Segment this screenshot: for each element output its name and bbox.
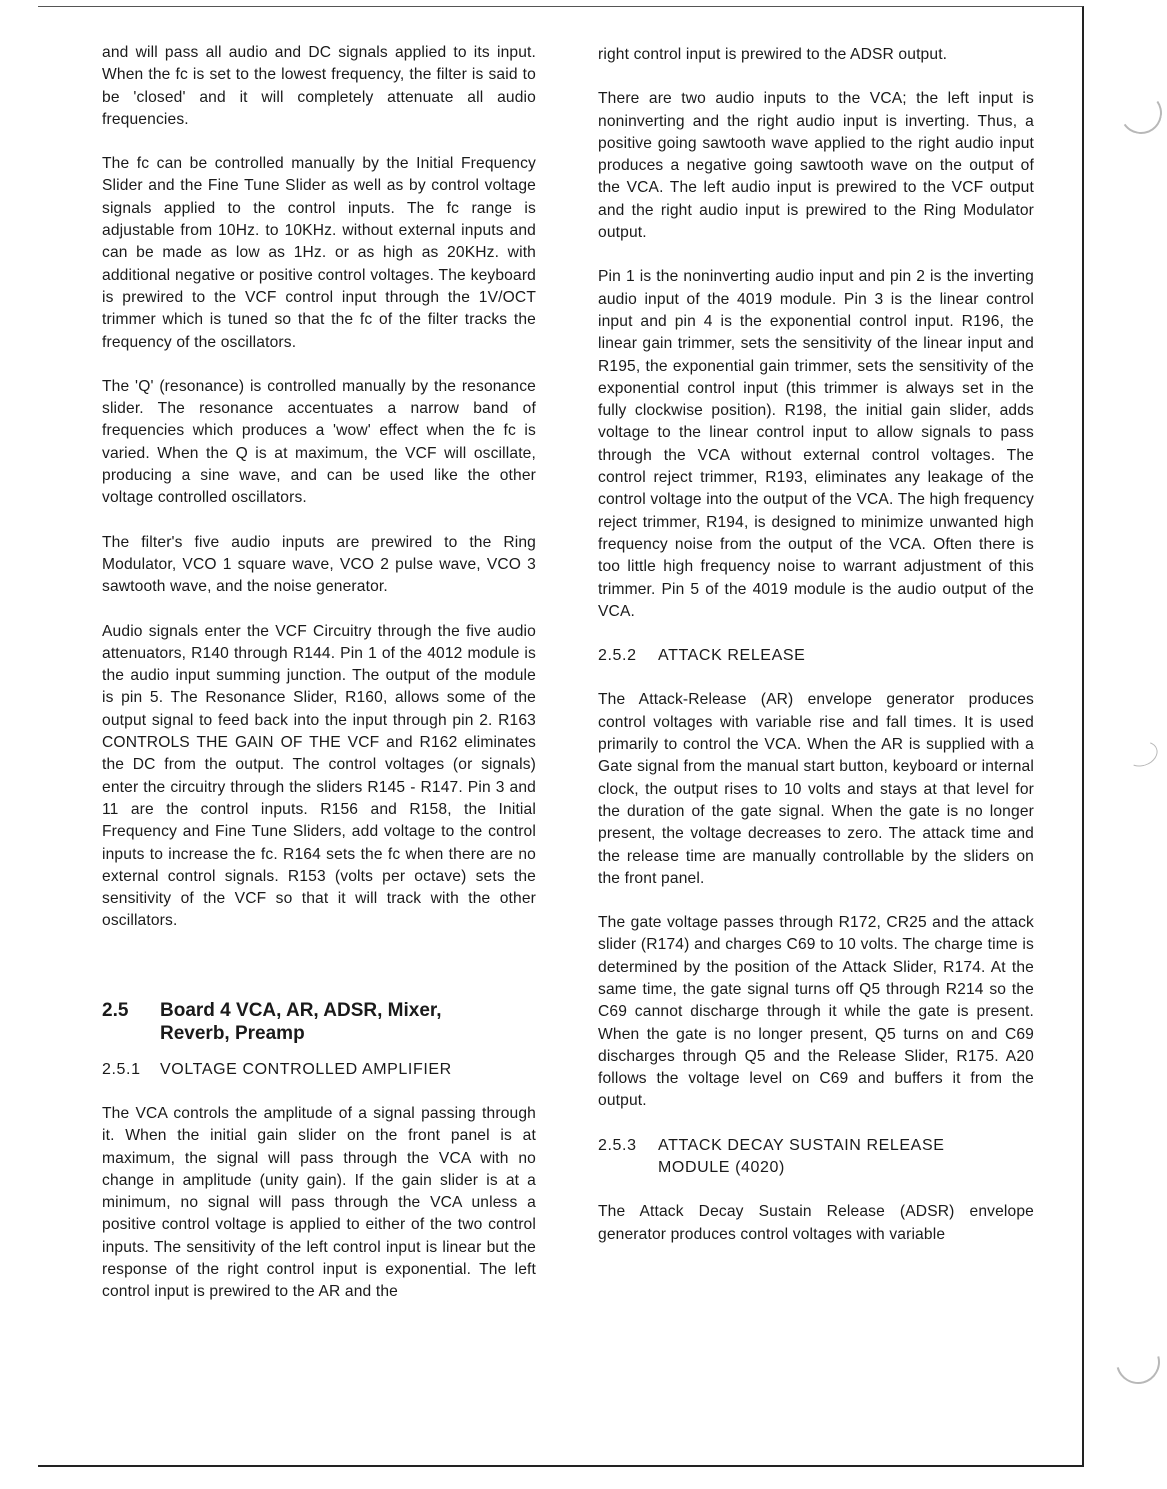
paragraph: Pin 1 is the noninverting audio input and pin 2 is the inverting audio input of the 4019 module. Pin 3 is the linear control input and pin 4 is the exponential control input. R196, the linear gain trimmer, sets the sensitivity of the linear input and R195, the exponential gain trimmer, sets the sensitivity of the exponential control input (this trimmer is always set in the fully clockwise position). R198, the initial gain slider, adds voltage to the linear control input to allow signals to pass through the VCA without external control voltages. The control reject trimmer, R193, eliminates any leakage of the control voltage into the output of the VCA. The high frequency reject trimmer, R194, is designed to minimize unwanted high frequency noise from the output of the VCA. Often there is too little high frequency noise to warrant adjustment of this trimmer. Pin 5 of the 4019 module is the audio output of the VCA. [598,268,1034,620]
paragraph: The Attack Decay Sustain Release (ADSR) envelope generator produces control voltages with variable [598,1203,1034,1243]
paragraph: Audio signals enter the VCF Circuitry through the five audio attenuators, R140 through R144. Pin 1 of the 4012 module is the audio input summing junction. The output of the module is pin 5. The Resonance Slider, R160, allows some of the output signal to feed back into the input through pin 2. R163 CONTROLS THE GAIN OF THE VCF and R162 eliminates the DC from the output. The control voltages (or signals) enter the circuitry through the sliders R145 - R147. Pin 3 and 11 are the control inputs. R156 and R158, the Initial Frequency and Fine Tune Sliders, add voltage to the control inputs to increase the fc. R164 sets the fc when there are no external control signals. R153 (volts per octave) sets the sensitivity of the VCF so that it will track with the other oscillators. [102,622,536,930]
right-column [598,44,1034,1268]
subsection-heading [598,645,1034,667]
paragraph: The VCA controls the amplitude of a signal passing through it. When the initial gain slider on the front panel is at maximum, the signal will pass through the VCA with no change in amplitude (unity gain). If the gain slider is at a minimum, no signal will pass through the VCA unless a positive control voltage is applied to either of the two control inputs. The sensitivity of the left control input is linear but the response of the right control input is exponential. The left control input is prewired to the AR and the [102,1104,536,1301]
section-title-line: Reverb, Preamp [160,1022,305,1044]
paragraph: The Attack-Release (AR) envelope generator produces control voltages with variable rise and fall times. It is used primarily to control the VCA. When the AR is supplied with a Gate signal from the manual start button, keyboard or internal clock, the output rises to 10 volts and stays at that level for the duration of the gate signal. When the gate is no longer present, the voltage decreases to zero. The attack time and the release time are manually controllable by the sliders on the front panel. [598,691,1034,887]
subsection-title-line: ATTACK DECAY SUSTAIN RELEASE [658,1136,945,1154]
section-heading [102,999,536,1045]
subsection-title: VOLTAGE CONTROLLED AMPLIFIER [160,1060,452,1078]
subsection-number: 2.5.3 [598,1136,637,1154]
punch-hole-mark-top [1117,89,1166,138]
paragraph: and will pass all audio and DC signals applied to its input. When the fc is set to the lowest frequency, the filter is said to be 'closed' and it will completely attenuate all audio frequencies. [102,44,536,128]
subsection-number: 2.5.1 [102,1060,141,1078]
left-column [102,42,536,1326]
paragraph: right control input is prewired to the ADSR output. [598,46,948,63]
subsection-title-line: MODULE (4020) [658,1159,785,1177]
punch-hole-mark-middle [1123,737,1161,770]
paragraph: There are two audio inputs to the VCA; the left input is noninverting and the right audio input is inverting. Thus, a positive going sawtooth wave applied to the right audio input produces a negative going sawtooth wave on the output of the VCA. The left audio input is prewired to the VCF output and the right audio input is prewired to the Ring Modulator output. [598,90,1034,242]
paragraph: The 'Q' (resonance) is controlled manually by the resonance slider. The resonance accentuates a narrow band of frequencies which produces a 'wow' effect when the fc is varied. When the Q is at maximum, the VCF will oscillate, producing a sine wave, and can be used like the other voltage controlled oscillators. [102,377,536,507]
subsection-heading [102,1059,536,1081]
section-number: 2.5 [102,999,129,1021]
paragraph: The filter's five audio inputs are prewired to the Ring Modulator, VCO 1 square wave, VCO 2 pulse wave, VCO 3 sawtooth wave, and the noise generator. [102,533,536,596]
subsection-number: 2.5.2 [598,647,637,665]
section-title-line: Board 4 VCA, AR, ADSR, Mixer, [160,999,442,1021]
subsection-heading [598,1135,1034,1180]
punch-hole-mark-bottom [1108,1332,1167,1392]
paragraph: The fc can be controlled manually by the Initial Frequency Slider and the Fine Tune Slider as well as by control voltage signals applied to the control inputs. The fc range is adjustable from 10Hz. to 10KHz. without external inputs and can be made as low as 1Hz. or as high as 20KHz. with additional negative or positive control voltages. The keyboard is prewired to the VCF control input through the 1V/OCT trimmer which is tuned so that the fc of the filter tracks the frequency of the oscillators. [102,155,536,351]
subsection-title: ATTACK RELEASE [658,647,806,665]
paragraph: The gate voltage passes through R172, CR25 and the attack slider (R174) and charges C69 to 10 volts. The charge time is determined by the position of the Attack Slider, R174. At the same time, the gate signal turns off Q5 through R214 so the C69 cannot discharge through it while the gate is present. When the gate is no longer present, Q5 turns on and C69 discharges through Q5 and the Release Slider, R175. A20 follows the voltage level on C69 and buffers it from the output. [598,914,1034,1110]
